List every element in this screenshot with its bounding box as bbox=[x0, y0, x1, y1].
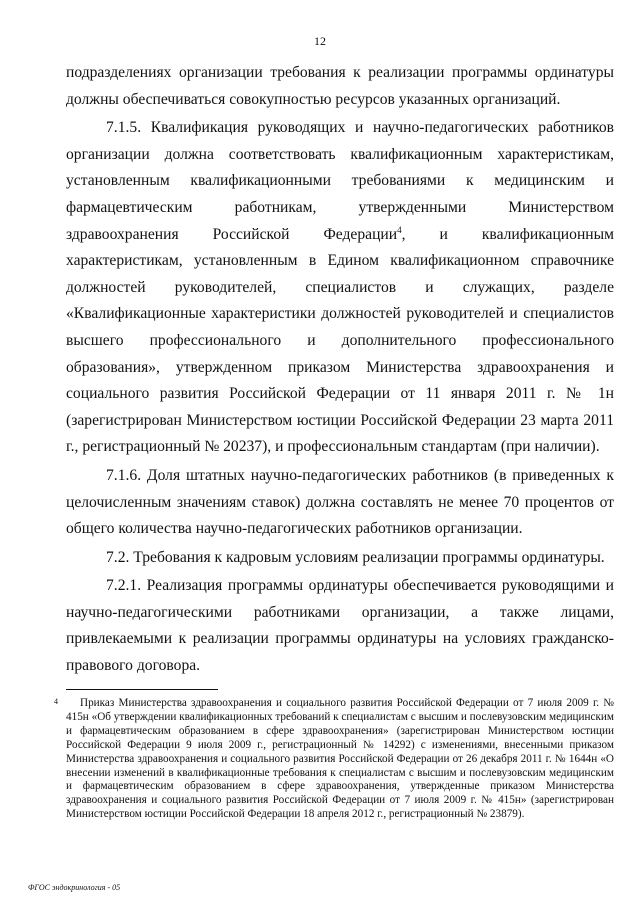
paragraph-7-2-1: 7.2.1. Реализация программы ординатуры обеспечивается руководящими и научно-педагогическими работниками организации, а также лицами, привлекаемыми к реализации программы ординатуры на условиях гражданско-правового договора. bbox=[66, 577, 614, 675]
paragraph-7-1-6: 7.1.6. Доля штатных научно-педагогических работников (в приведенных к целочисленным значениям ставок) должна составлять не менее 70 процентов от общего количества научно-педагогических работников организации. bbox=[66, 466, 614, 538]
paragraph-7-1-5-text-start: 7.1.5. Квалификация руководящих и научно-педагогических работников организации должна соответствовать квалификационным характеристикам, установленным квалификационными требованиями к медицинским и фармацевтическим работникам, утвержденными Министерством здравоохранения Российской Федерации bbox=[66, 119, 614, 243]
paragraph-7-1-5 bbox=[66, 115, 614, 461]
paragraph-continuation: подразделениях организации требования к реализации программы ординатуры должны обеспечиваться совокупностью ресурсов указанных организаций. bbox=[66, 64, 614, 108]
footnote-text: Приказ Министерства здравоохранения и социального развития Российской Федерации от 7 июля 2009 г. № 415н «Об утверждении квалификационных требований к специалистам с высшим и послевузовским медицинским и фармацевтическим образованием в сфере здравоохранения» (зарегистрирован Министерством юстиции Российской Федерации 9 июля 2009 г., регистрационный № 14292) с изменениями, внесенными приказом Министерства здравоохранения и социального развития Российской Федерации от 26 декабря 2011 г. № 1644н «О внесении изменений в квалификационные требования к специалистам с высшим и послевузовским медицинским и фармацевтическим образованием в сфере здравоохранения, утвержденные приказом Министерства здравоохранения и социального развития Российской Федерации от 7 июля 2009 г. № 415н» (зарегистрирован Министерством юстиции Российской Федерации 18 апреля 2012 г., регистрационный № 23879). bbox=[66, 697, 614, 821]
footnote-paragraph bbox=[54, 697, 614, 822]
paragraph-7-1-5-text-end: , и квалификационным характеристикам, установленным в Едином квалификационном справочнике должностей руководителей, специалистов и служащих, разделе «Квалификационные характеристики должностей руководителей и специалистов высшего профессионального и дополнительного профессионального образования», утвержденном приказом Министерства здравоохранения и социального развития Российской Федерации от 11 января 2011 г. № 1н (зарегистрирован Министерством юстиции Российской Федерации 23 марта 2011 г., регистрационный № 20237), и профессиональным стандартам (при наличии). bbox=[66, 225, 614, 456]
page-number: 12 bbox=[314, 34, 326, 48]
main-text bbox=[66, 60, 614, 682]
paragraph-7-2: 7.2. Требования к кадровым условиям реализации программы ординатуры. bbox=[106, 548, 605, 566]
footnote-divider bbox=[66, 689, 218, 690]
footnote-reference[interactable]: 4 bbox=[397, 224, 402, 235]
footnote bbox=[54, 697, 614, 822]
footnote-marker: 4 bbox=[54, 697, 58, 706]
document-footer: ФГОС эндокринология - 05 bbox=[28, 883, 121, 892]
